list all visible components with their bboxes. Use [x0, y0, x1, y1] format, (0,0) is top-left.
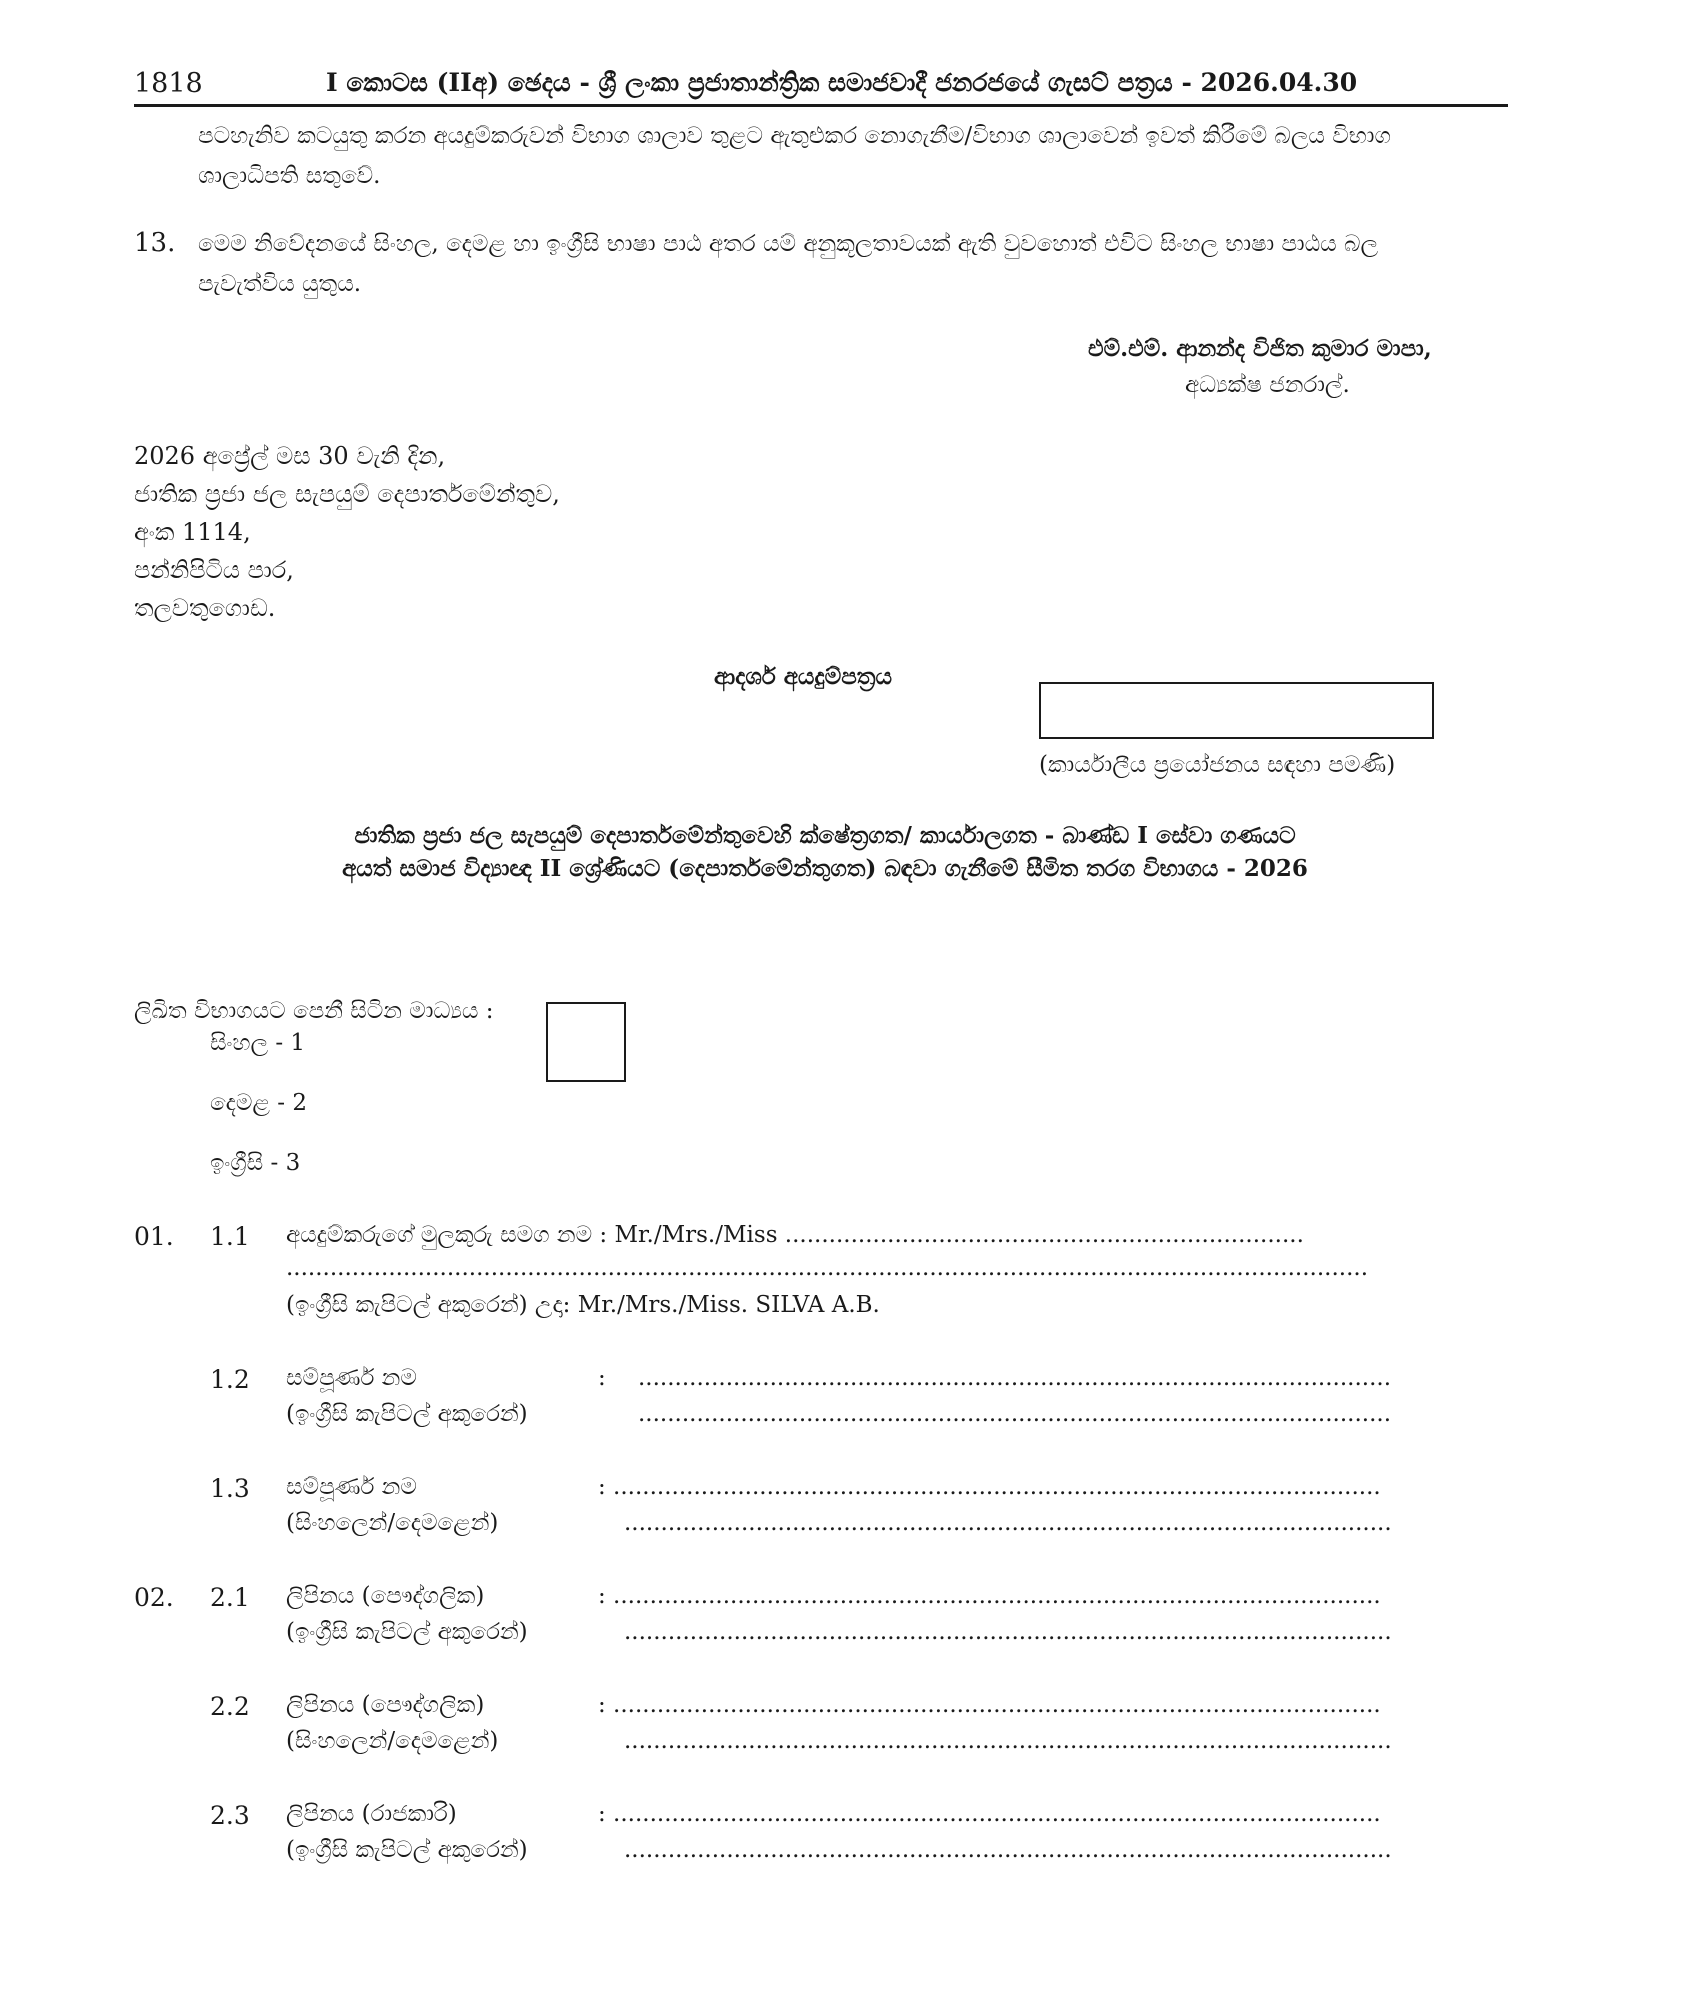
full-name-english-sublabel: (ඉංග්‍රීසි කැපිටල් අකුරෙන්) — [286, 1401, 528, 1427]
item-13-number: 13. — [134, 228, 176, 258]
exam-title-line-2: අයත් සමාජ විද්‍යාඥ II ශ්‍රේණියට (දෙපාර්තමේන්තුගත) බඳවා ගැනීමේ සීමිත තරග විභාගය - 2026 — [342, 855, 1308, 882]
question-2-2-number: 2.2 — [210, 1692, 250, 1721]
name-with-initials-continuation[interactable]: .................................................................................................................................................... — [286, 1255, 1369, 1281]
address-department: ජාතික ප්‍රජා ජල සැපයුම් දෙපාර්තමේන්තුව, — [134, 480, 560, 508]
private-address-local-field-line-2[interactable]: ......................................................................................................... — [624, 1728, 1392, 1754]
private-address-local-label: ලිපිනය (පෞද්ගලික) — [286, 1692, 485, 1718]
official-address-label: ලිපිනය (රාජකාරි) — [286, 1801, 457, 1827]
question-2-1-number: 2.1 — [210, 1583, 250, 1612]
private-address-local-field[interactable]: : ......................................................................................................... — [598, 1692, 1381, 1718]
name-example-note: (ඉංග්‍රීසි කැපිටල් අකුරෙන්) උදා: Mr./Mrs./Miss. SILVA A.B. — [286, 1292, 880, 1318]
private-address-english-label: ලිපිනය (පෞද්ගලික) — [286, 1583, 485, 1609]
header-divider — [134, 104, 1508, 107]
paragraph-line: ශාලාධිපති සතුවේ. — [198, 163, 381, 189]
full-name-local-sublabel: (සිංහලෙන්/දෙමළෙන්) — [286, 1510, 499, 1536]
continued-paragraph — [198, 116, 1391, 196]
medium-option-tamil: දෙමළ - 2 — [210, 1090, 307, 1116]
official-address-field-line-2[interactable]: ......................................................................................................... — [624, 1837, 1392, 1863]
medium-option-english: ඉංග්‍රීසි - 3 — [210, 1150, 301, 1176]
address-date: 2026 අප්‍රේල් මස 30 වැනි දින, — [134, 442, 446, 470]
colon: : — [598, 1365, 606, 1391]
medium-label: ලිඛිත විභාගයට පෙනී සිටින මාධ්‍යය : — [134, 998, 494, 1024]
question-02-number: 02. — [134, 1583, 174, 1612]
private-address-english-sublabel: (ඉංග්‍රීසි කැපිටල් අකුරෙන්) — [286, 1619, 528, 1645]
full-name-local-field-line-2[interactable]: ......................................................................................................... — [624, 1510, 1392, 1536]
address-block — [134, 437, 560, 627]
question-2-3-number: 2.3 — [210, 1801, 250, 1830]
question-01-number: 01. — [134, 1222, 174, 1251]
paragraph-line: පැවැත්විය යුතුය. — [198, 271, 362, 297]
question-1-2-number: 1.2 — [210, 1365, 250, 1394]
address-city: තලවතුගොඩ. — [134, 594, 276, 622]
official-address-field[interactable]: : ......................................................................................................... — [598, 1801, 1381, 1827]
question-1-3-number: 1.3 — [210, 1474, 250, 1503]
private-address-english-field-line-2[interactable]: ......................................................................................................... — [624, 1619, 1392, 1645]
gazette-header-title: I කොටස (IIඅ) ඡෙදය - ශ්‍රී ලංකා ප්‍රජාතාන්ත්‍රික සමාජවාදී ජනරජයේ ගැසට් පත්‍රය - 2026.04.30 — [326, 68, 1358, 97]
name-with-initials-field[interactable]: අයදුම්කරුගේ මුලකුරු සමග නම : Mr./Mrs./Miss ....................................................................... — [286, 1222, 1304, 1248]
exam-title-line-1: ජාතික ප්‍රජා ජල සැපයුම් දෙපාර්තමේන්තුවෙහි ක්ෂේත්‍රගත/ කාර්යාලගත - බාණ්ඩ I සේවා ගණයට — [354, 822, 1296, 849]
office-use-box — [1039, 682, 1434, 739]
medium-code-box[interactable] — [546, 1002, 626, 1082]
signatory-name: එම්.එම්. ආනන්ද විජිත කුමාර මාපා, — [1088, 335, 1432, 362]
address-road: පන්නිපිටිය පාර, — [134, 556, 294, 584]
address-number: අංක 1114, — [134, 518, 251, 546]
paragraph-line: මෙම නිවේදනයේ සිංහල, දෙමළ හා ඉංග්‍රීසි භාෂා පාඨ අතර යම් අනුකූලතාවයක් ඇති වුවහොත් එවිට සිංහල භාෂා පාඨය බල — [198, 231, 1379, 257]
full-name-english-field-line-2[interactable]: ....................................................................................................... — [638, 1401, 1392, 1427]
model-application-title: ආදර්ශ අයදුම්පත්‍රය — [714, 663, 893, 690]
private-address-english-field[interactable]: : ......................................................................................................... — [598, 1583, 1381, 1609]
official-address-sublabel: (ඉංග්‍රීසි කැපිටල් අකුරෙන්) — [286, 1837, 528, 1863]
item-13-text — [198, 224, 1378, 304]
paragraph-line: පටහැනිව කටයුතු කරන අයදුම්කරුවන් විභාග ශාලාව තුළට ඇතුළුකර නොගැනීම/විභාග ශාලාවෙන් ඉවත් කිරීමේ බලය විභාග — [198, 123, 1391, 149]
signatory-title: අධ්‍යක්ෂ ජනරාල්. — [1185, 372, 1350, 398]
full-name-local-field[interactable]: : ......................................................................................................... — [598, 1474, 1381, 1500]
full-name-local-label: සම්පූර්ණ නම — [286, 1474, 417, 1500]
full-name-english-label: සම්පූර්ණ නම — [286, 1365, 417, 1391]
page-number: 1818 — [134, 68, 203, 99]
full-name-english-field[interactable]: ....................................................................................................... — [638, 1365, 1392, 1391]
office-use-label: (කාර්යාලීය ප්‍රයෝජනය සඳහා පමණි) — [1039, 752, 1396, 778]
question-1-1-number: 1.1 — [210, 1222, 250, 1251]
medium-option-sinhala: සිංහල - 1 — [210, 1030, 306, 1056]
private-address-local-sublabel: (සිංහලෙන්/දෙමළෙන්) — [286, 1728, 499, 1754]
